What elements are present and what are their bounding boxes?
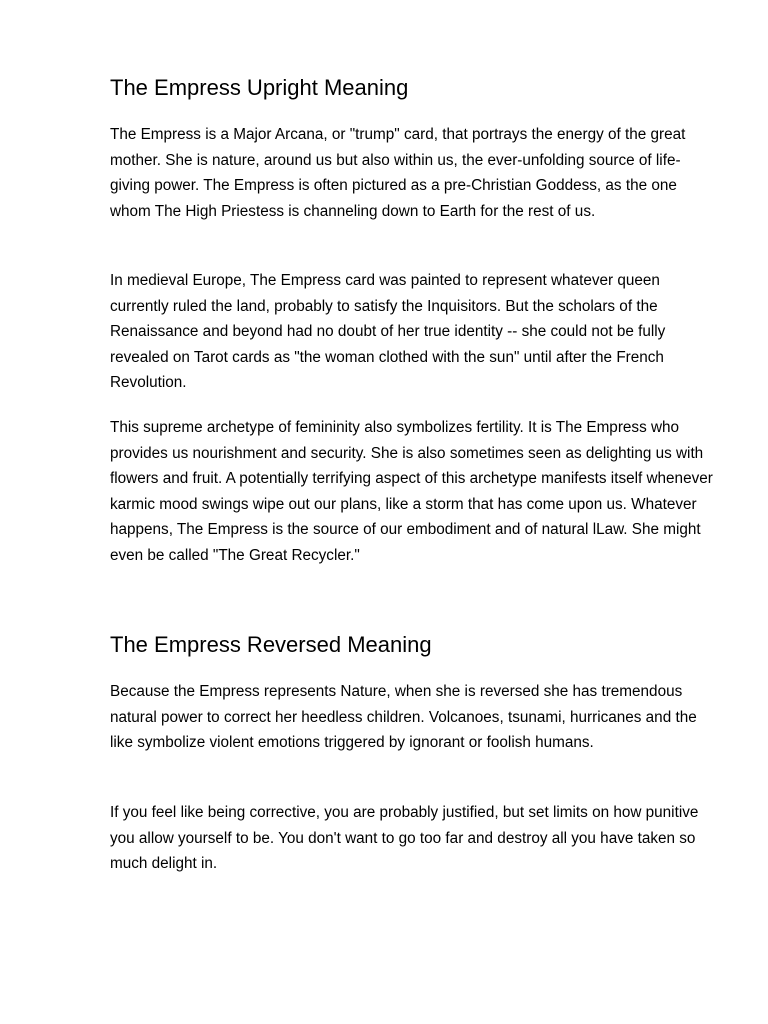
upright-paragraph-3: This supreme archetype of femininity also symbolizes fertility. It is The Empress who provides us nourishment and security. She is also sometimes seen as delighting us with flowers and fruit. A potentially terrifying aspect of this archetype manifests itself whenever karmic mood swings wipe out our plans, like a storm that has come upon us. Whatever happens, The Empress is the source of our embodiment and of natural lLaw. She might even be called "The Great Recycler." — [110, 419, 713, 564]
upright-paragraph-1: The Empress is a Major Arcana, or "trump" card, that portrays the energy of the great mother. She is nature, around us but also within us, the ever-unfolding source of life-giving power. The Empress is often pictured as a pre-Christian Goddess, as the one whom The High Priestess is channeling down to Earth for the rest of us. — [110, 126, 686, 220]
section-heading-upright: The Empress Upright Meaning — [110, 75, 409, 100]
reversed-paragraph-1: Because the Empress represents Nature, when she is reversed she has tremendous natural power to correct her heedless children. Volcanoes, tsunami, hurricanes and the like symbolize violent emotions triggered by ignorant or foolish humans. — [110, 683, 697, 752]
section-heading-reversed: The Empress Reversed Meaning — [110, 632, 432, 657]
reversed-paragraph-2: If you feel like being corrective, you are probably justified, but set limits on how punitive you allow yourself to be. You don't want to go too far and destroy all you have taken so much delight in. — [110, 804, 699, 873]
upright-paragraph-2: In medieval Europe, The Empress card was painted to represent whatever queen currently ruled the land, probably to satisfy the Inquisitors. But the scholars of the Renaissance and beyond had no doubt of her true identity -- she could not be fully revealed on Tarot cards as "the woman clothed with the sun" until after the French Revolution. — [110, 272, 666, 392]
